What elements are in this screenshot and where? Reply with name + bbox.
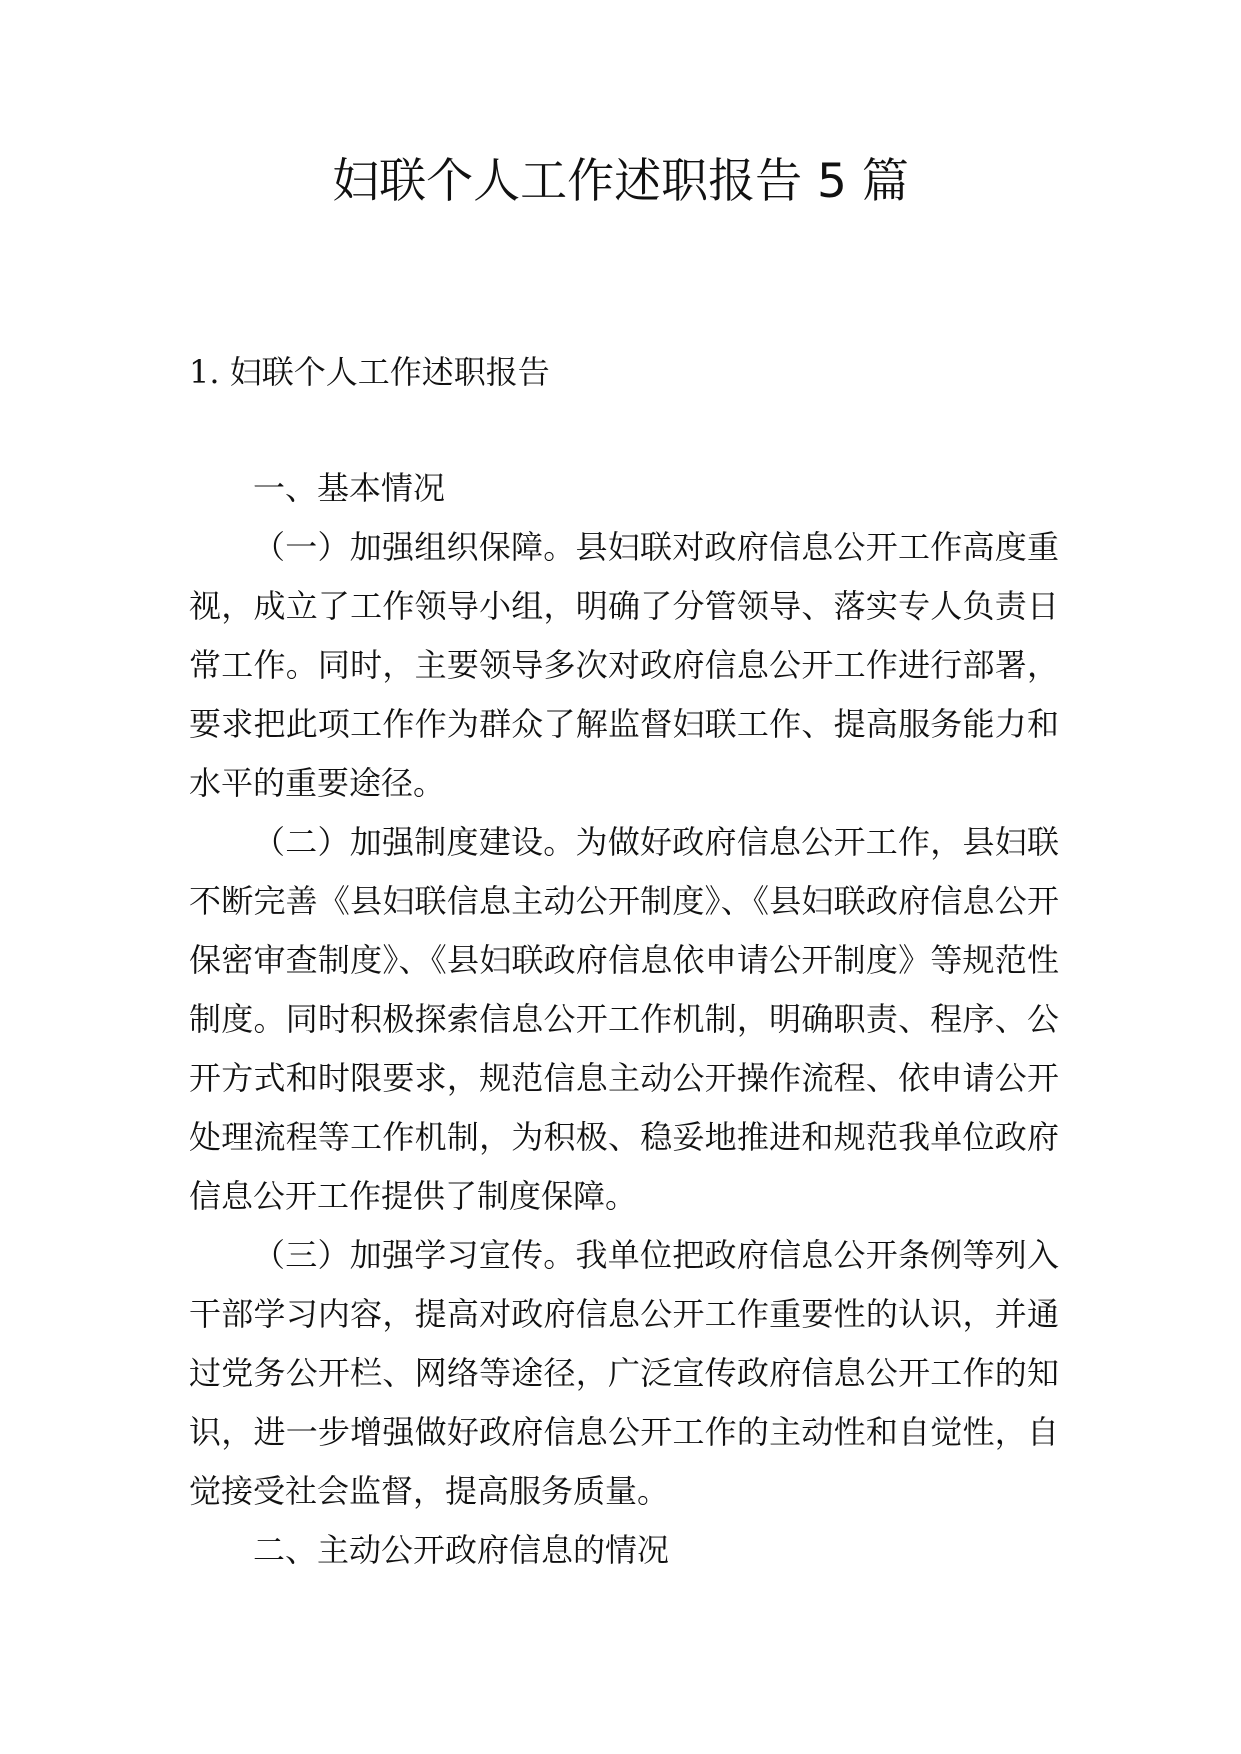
article-heading: 1. 妇联个人工作述职报告: [189, 353, 550, 391]
paragraph-study-publicity: （三）加强学习宣传。我单位把政府信息公开条例等列入干部学习内容，提高对政府信息公开工作重要性的认识，并通过党务公开栏、网络等途径，广泛宣传政府信息公开工作的知识，进一步增强做好政府信息公开工作的主动性和自觉性，自觉接受社会监督，提高服务质量。: [189, 1236, 1059, 1510]
paragraph-organization-guarantee: （一）加强组织保障。县妇联对政府信息公开工作高度重视，成立了工作领导小组，明确了分管领导、落实专人负责日常工作。同时，主要领导多次对政府信息公开工作进行部署，要求把此项工作作为群众了解监督妇联工作、提高服务能力和水平的重要途径。: [189, 528, 1059, 802]
section-heading-basic-situation: 一、基本情况: [253, 469, 446, 507]
paragraph-system-construction: （二）加强制度建设。为做好政府信息公开工作，县妇联不断完善《县妇联信息主动公开制度》、《县妇联政府信息公开保密审查制度》、《县妇联政府信息依申请公开制度》等规范性制度。同时积极探索信息公开工作机制，明确职责、程序、公开方式和时限要求，规范信息主动公开操作流程、依申请公开处理流程等工作机制，为积极、稳妥地推进和规范我单位政府信息公开工作提供了制度保障。: [189, 823, 1059, 1215]
section-heading-active-disclosure: 二、主动公开政府信息的情况: [253, 1531, 670, 1569]
document-title: 妇联个人工作述职报告 5 篇: [332, 154, 909, 209]
document-body: [189, 459, 1059, 1580]
